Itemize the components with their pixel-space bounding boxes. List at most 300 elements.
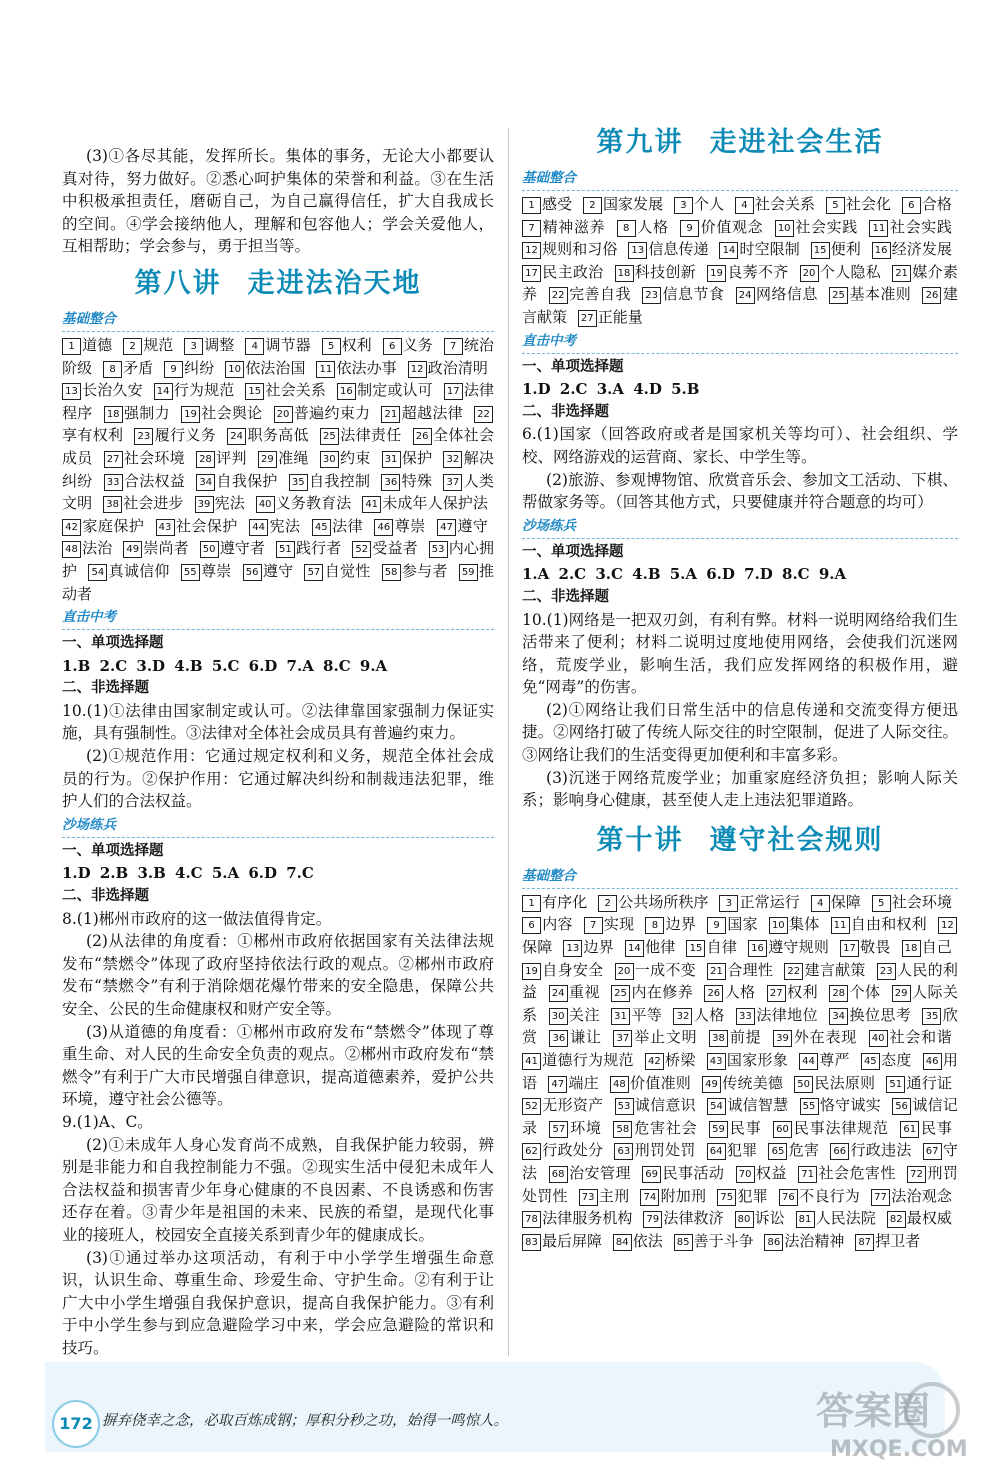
item-number: 6 [383,338,402,355]
answer-paragraph: (2)从法律的角度看：①郴州市政府依据国家有关法律法规发布“禁燃令”体现了政府坚持依法行政的观点。②郴州市政府发布“禁燃令”有利于消除烟花爆竹带来的安全隐患，保障公共安全、公民的生命健康权和财产安全等。 [62,932,494,1018]
lecture-number: 第八讲 [134,267,222,299]
keyword: 法律地位 [755,1005,818,1024]
item-number: 5 [322,338,341,355]
item-number: 10 [775,220,794,237]
item-number: 8 [645,917,664,934]
item-number: 4 [735,197,754,214]
answer-paragraph: (2)①规范作用：它通过规定权利和义务，规范全体社会成员的行为。②保护作用：它通过解决纠纷和制裁违法犯罪，维护人们的合法权益。 [62,747,494,811]
keyword: 矛盾 [123,358,154,377]
keyword: 欣赏 [522,1005,958,1047]
item-number: 59 [459,564,478,581]
keyword: 边界 [665,915,697,934]
non-choice-heading: 二、非选择题 [62,888,149,905]
keyword: 诉讼 [754,1209,785,1228]
answer-paragraph: (3)①通过举办这项活动，有利于中小学学生增强生命意识，认识生命、尊重生命、珍爱生命、守护生命。②有利于让广大中小学生增强自我保护意识，提高自我保护能力。③有利于中小学生参与到应急避险学习中来，学会应急避险的常识和技巧。 [62,1248,494,1357]
item-number: 54 [707,1098,726,1115]
item-number: 15 [811,242,830,259]
keyword: 公共场所秩序 [618,892,709,911]
item-number: 29 [258,451,277,468]
keyword: 评判 [215,448,247,467]
item-number: 23 [134,428,153,445]
keyword: 合格 [921,195,952,213]
keyword: 依法治国 [245,358,306,377]
choice-answers: 1.D 2.B 3.B 4.C 5.A 6.D 7.C [62,864,314,883]
item-number: 29 [892,985,911,1002]
keyword: 社会实践 [889,217,952,236]
item-number: 50 [794,1076,813,1093]
keyword: 家庭保护 [82,516,145,535]
item-number: 59 [709,1121,728,1138]
item-number: 36 [549,1030,568,1047]
item-number: 13 [563,940,582,957]
keyword: 人民法院 [815,1209,876,1228]
item-number: 42 [645,1053,664,1070]
item-number: 8 [103,361,122,378]
item-number: 14 [625,940,644,957]
keyword: 用语 [522,1051,958,1092]
keyword: 特殊 [401,471,433,490]
item-number: 73 [579,1189,598,1206]
keyword: 自身安全 [542,960,604,979]
item-number: 2 [598,895,617,912]
keyword: 最权威 [906,1209,952,1228]
item-number: 2 [583,197,602,214]
keyword: 主刑 [598,1186,630,1205]
item-number: 65 [768,1143,787,1160]
keyword-list-9 [522,193,958,329]
keyword: 社会环境 [123,448,185,467]
item-number: 41 [362,496,381,513]
item-number: 19 [707,265,726,282]
item-number: 39 [195,496,214,513]
item-number: 44 [249,519,268,536]
single-choice-heading: 一、单项选择题 [522,358,624,375]
keyword: 社会和谐 [888,1028,952,1047]
keyword: 科技创新 [634,262,696,281]
keyword: 长治久安 [82,381,143,400]
section-basic: 基础整合 [62,307,494,332]
item-number: 47 [437,519,456,536]
keyword: 举止文明 [633,1028,698,1047]
keyword: 社会危害性 [818,1163,896,1182]
item-number: 9 [707,917,726,934]
keyword: 法律救济 [663,1209,724,1228]
keyword: 社会化 [845,195,892,213]
keyword: 实现 [603,915,635,934]
section-zhongkao: 直击中考 [522,329,958,354]
item-number: 35 [922,1008,941,1025]
item-number: 3 [184,338,203,355]
keyword: 犯罪 [726,1141,758,1160]
keyword: 最后屏障 [542,1231,603,1250]
item-number: 26 [413,428,432,445]
item-number: 37 [443,474,462,491]
keyword: 行政处分 [542,1141,604,1160]
lecture-9-title [522,120,958,166]
item-number: 16 [337,383,356,400]
item-number: 7 [444,338,463,355]
item-number: 18 [902,940,921,957]
keyword: 平等 [631,1005,663,1024]
item-number: 33 [736,1008,755,1025]
keyword: 遵守者 [219,539,266,558]
watermark-logo [812,1374,970,1464]
item-number: 23 [877,963,896,980]
keyword: 社会进步 [123,494,184,513]
item-number: 25 [829,287,848,304]
item-number: 2 [123,338,142,355]
answer-paragraph: (2)①网络让我们日常生活中的信息传递和交流变得方便迅捷。②网络打破了传统人际交往的时空限制，促进了人际交往。③网络让我们的生活变得更加便利和丰富多彩。 [522,700,958,765]
keyword: 重视 [568,983,600,1002]
section-basic: 基础整合 [522,166,958,191]
item-number: 50 [200,541,219,558]
item-number: 13 [62,383,81,400]
non-choice-answers [62,908,494,1360]
answer-paragraph: (2)旅游、参观博物馆、欣赏音乐会、参加文工活动、下棋、帮做家务等。（回答其他方式，只要健康并符合题意的均可） [522,470,958,512]
item-number: 82 [887,1211,906,1228]
keyword: 自律 [706,938,738,957]
item-number: 15 [245,383,264,400]
keyword: 民事 [729,1118,762,1137]
item-number: 4 [811,895,830,912]
item-number: 3 [719,895,738,912]
item-number: 14 [154,383,173,400]
keyword: 保护 [401,448,433,467]
keyword: 价值观念 [700,217,764,236]
keyword: 正常运行 [739,892,800,911]
item-number: 87 [855,1234,874,1251]
non-choice-heading: 二、非选择题 [62,680,149,697]
item-number: 70 [736,1166,755,1183]
item-number: 35 [289,474,308,491]
item-number: 8 [617,220,636,237]
non-choice-heading: 二、非选择题 [522,588,609,605]
item-number: 53 [615,1098,634,1115]
keyword: 通行证 [906,1073,952,1092]
item-number: 47 [548,1076,567,1093]
keyword: 态度 [880,1051,912,1069]
keyword: 规则和习俗 [542,240,618,259]
keyword: 内心拥护 [62,539,494,580]
item-number: 17 [444,383,463,400]
keyword: 纠纷 [184,358,215,377]
item-number: 68 [549,1166,568,1183]
item-number: 80 [735,1211,754,1228]
keyword: 恪守诚实 [819,1096,881,1115]
item-number: 1 [62,338,81,355]
item-number: 28 [196,451,215,468]
keyword: 民事 [920,1118,952,1137]
item-number: 11 [869,220,888,237]
item-number: 23 [642,287,661,304]
item-number: 27 [767,985,786,1002]
item-number: 72 [907,1166,926,1183]
lecture-number: 第十讲 [596,824,684,856]
keyword: 人格 [636,217,669,236]
keyword: 人际关系 [522,983,958,1024]
item-number: 1 [522,197,541,214]
item-number: 24 [736,287,755,304]
item-number: 55 [181,564,200,581]
keyword: 依法办事 [336,358,397,377]
non-choice-answers [62,700,494,813]
keyword: 网络信息 [755,285,818,304]
item-number: 40 [256,496,275,513]
keyword: 社会保护 [175,516,238,535]
keyword: 他律 [644,938,676,957]
keyword: 刑罚处罚性 [522,1163,958,1205]
keyword: 遵守 [456,516,488,535]
keyword: 敬畏 [859,938,891,957]
item-number: 54 [88,564,107,581]
choice-answers: 1.A 2.C 3.C 4.B 5.A 6.D 7.D 8.C 9.A [522,565,847,584]
item-number: 24 [227,428,246,445]
keyword: 自己 [921,938,952,957]
footer-band [45,1362,945,1452]
lecture-name: 走进法治天地 [247,267,422,299]
keyword: 履行义务 [154,426,217,445]
non-choice-heading: 二、非选择题 [522,403,609,420]
keyword: 建言献策 [522,285,958,326]
keyword: 政治清明 [427,358,488,377]
keyword: 良莠不齐 [727,262,789,281]
keyword: 诚信智慧 [727,1096,789,1115]
item-number: 78 [522,1211,541,1228]
item-number: 31 [611,1008,630,1025]
keyword: 行为规范 [173,381,235,400]
item-number: 43 [707,1053,726,1070]
keyword: 不良行为 [798,1186,861,1205]
item-number: 49 [702,1076,721,1093]
keyword: 规范 [143,335,174,354]
item-number: 46 [923,1053,942,1070]
keyword: 制定或认可 [356,381,433,400]
keyword: 个体 [849,983,881,1002]
keyword: 真诚信仰 [108,561,170,580]
keyword: 保障 [522,938,553,957]
keyword: 民主政治 [542,262,604,281]
keyword: 时空限制 [739,240,800,259]
keyword: 刑罚处罚 [634,1141,696,1160]
answer-paragraph: (3)①各尽其能，发挥所长。集体的事务，无论大小都要认真对待，努力做好。②悉心呵护集体的荣誉和利益。③在生活中积极承担责任，磨砺自己，为自己赢得信任，扩大自我成长的空间。④学会接纳他人，理解和包容他人；学会关爱他人，互相帮助；学会参与，勇于担当等。 [62,147,494,256]
keyword: 准绳 [277,448,309,467]
lecture-number: 第九讲 [596,127,684,158]
keyword: 保障 [830,892,861,911]
section-practice: 沙场练兵 [522,514,958,539]
keyword: 正能量 [597,307,643,326]
keyword: 集体 [788,915,820,934]
keyword: 法律程序 [62,381,494,422]
keyword: 法律责任 [339,426,402,445]
keyword: 传统美德 [722,1073,784,1092]
item-number: 69 [642,1166,661,1183]
keyword: 民法原则 [814,1073,876,1092]
single-choice-heading: 一、单项选择题 [62,635,164,652]
item-number: 84 [613,1234,632,1251]
item-number: 27 [104,451,123,468]
keyword: 捍卫者 [875,1231,921,1250]
answer-paragraph: (3)从道德的角度看：①郴州市政府发布“禁燃令”体现了尊重生命、对人民的生命安全负责的观点。②郴州市政府发布“禁燃令”有利于广大市民增强自律意识，提高道德素养，爱护公共环境，遵守社会公德等。 [62,1022,494,1109]
keyword: 法治观念 [891,1186,952,1205]
keyword: 外在表现 [793,1028,858,1047]
keyword: 参与者 [401,561,448,580]
item-number: 62 [522,1143,541,1160]
column-divider [508,128,509,1356]
keyword: 国家 [727,915,758,934]
keyword: 端庄 [568,1073,599,1092]
keyword: 附加刑 [660,1186,707,1205]
item-number: 64 [707,1143,726,1160]
item-number: 45 [312,519,331,536]
item-number: 15 [686,940,705,957]
item-number: 25 [611,985,630,1002]
item-number: 14 [719,242,738,259]
item-number: 40 [869,1030,888,1047]
item-number: 20 [615,963,634,980]
keyword: 国家形象 [726,1051,788,1069]
item-number: 71 [798,1166,817,1183]
keyword: 社会关系 [754,195,816,213]
item-number: 21 [381,406,400,423]
page-number: 172 [52,1400,100,1448]
item-number: 16 [872,242,891,259]
item-number: 33 [104,474,123,491]
keyword: 民事法律规范 [793,1118,889,1137]
item-number: 37 [613,1030,632,1047]
answer-paragraph: 6.(1)国家（回答政府或者是国家机关等均可）、社会组织、学校、网络游戏的运营商、家长、中学生等。 [522,425,958,466]
item-number: 57 [549,1121,568,1138]
item-number: 32 [443,451,462,468]
single-choice-heading: 一、单项选择题 [62,842,164,859]
non-choice-answers [522,423,958,513]
item-number: 46 [374,519,393,536]
item-number: 11 [316,361,335,378]
watermark-site: MXQE.COM [830,1437,968,1462]
keyword: 权利 [786,983,818,1002]
keyword: 信息节食 [662,285,725,304]
item-number: 13 [628,242,647,259]
item-number: 42 [62,519,81,536]
keyword: 前提 [729,1028,762,1047]
keyword: 社会关系 [265,381,326,400]
item-number: 63 [614,1143,633,1160]
keyword: 精神滋养 [542,217,606,236]
keyword: 约束 [339,448,371,467]
item-number: 77 [871,1189,890,1206]
item-number: 19 [522,963,541,980]
item-number: 83 [522,1234,541,1251]
answer-paragraph: 10.(1)网络是一把双刃剑，有利有弊。材料一说明网络给我们生活带来了便利；材料二说明过度地使用网络，会使我们沉迷网络，荒废学业，影响生活，我们应发挥网络的积极作用，避免“网毒”的伤害。 [522,610,958,697]
item-number: 10 [225,361,244,378]
keyword: 内容 [542,915,573,934]
item-number: 49 [123,541,142,558]
item-number: 12 [522,242,541,259]
item-number: 7 [584,917,603,934]
item-number: 43 [156,519,175,536]
item-number: 12 [938,917,957,934]
answer-paragraph: 9.(1)A、C。 [62,1112,153,1131]
item-number: 26 [922,287,941,304]
answer-paragraph: 8.(1)郴州市政府的这一做法值得肯定。 [62,909,332,928]
keyword: 便利 [830,240,861,259]
keyword: 道德行为规范 [542,1051,634,1069]
choice-answers: 1.B 2.C 3.D 4.B 5.C 6.D 7.A 8.C 9.A [62,656,388,675]
keyword: 治安管理 [568,1163,631,1182]
item-number: 20 [274,406,293,423]
keyword: 信息传递 [648,240,709,259]
keyword: 义务 [402,335,433,354]
keyword: 有序化 [542,892,588,911]
keyword: 行政违法 [850,1141,912,1160]
item-number: 67 [923,1143,942,1160]
keyword-list-10 [522,891,958,1253]
item-number: 79 [643,1211,662,1228]
keyword: 感受 [542,195,573,213]
keyword: 普遍约束力 [293,403,371,422]
keyword: 个人 [693,195,725,213]
keyword: 尊崇 [200,561,232,580]
item-number: 53 [429,541,448,558]
answer-paragraph: (3)沉迷于网络荒废学业；加重家庭经济负担；影响人际关系；影响身心健康，甚至使人走上违法犯罪道路。 [522,768,958,810]
keyword: 自我保护 [216,471,278,490]
keyword: 谦让 [569,1028,602,1047]
item-number: 10 [769,917,788,934]
keyword: 法律 [331,516,364,535]
keyword: 守法 [522,1141,958,1182]
answer-paragraph: (2)①未成年人身心发育尚不成熟，自我保护能力较弱，辨别是非能力和自我控制能力不强。②现实生活中侵犯未成年人合法权益和损害青少年身心健康的不良因素、不良诱惑和伤害还存在着。③青少年是祖国的未来、民族的希望，是现代化事业的接班人，校园安全直接关系到青少年的健康成长。 [62,1135,494,1244]
item-number: 3 [674,197,693,214]
item-number: 41 [522,1053,541,1070]
item-number: 85 [674,1234,693,1251]
item-number: 28 [829,985,848,1002]
keyword: 社会舆论 [200,403,263,422]
item-number: 22 [474,406,493,423]
keyword: 遵守 [262,561,294,580]
keyword: 受益者 [372,539,418,558]
item-number: 7 [522,220,541,237]
item-number: 6 [902,197,921,214]
keyword: 依法 [632,1231,663,1250]
item-number: 24 [549,985,568,1002]
section-practice: 沙场练兵 [62,813,494,838]
keyword: 法治 [82,539,113,558]
keyword: 边界 [583,938,614,957]
keyword: 职务高低 [247,426,309,445]
item-number: 21 [892,265,911,282]
keyword: 超越法律 [401,403,463,422]
keyword: 践行者 [295,539,342,558]
item-number: 16 [748,940,767,957]
item-number: 75 [717,1189,736,1206]
keyword: 基本准则 [849,285,912,304]
watermark-text: 答案圈 [816,1389,931,1433]
item-number: 18 [615,265,634,282]
item-number: 18 [104,406,123,423]
keyword: 未成年人保护法 [382,494,488,513]
footer-motto: 摒弃侥幸之念，必取百炼成钢；厚积分秒之功，始得一鸣惊人。 [102,1413,508,1429]
keyword: 人格 [693,1005,725,1024]
item-number: 51 [886,1076,905,1093]
item-number: 76 [779,1189,798,1206]
keyword: 建言献策 [804,960,866,979]
item-number: 26 [704,985,723,1002]
keyword: 全体社会成员 [62,426,494,467]
keyword: 个人隐私 [819,262,881,281]
item-number: 86 [764,1234,783,1251]
item-number: 4 [245,338,264,355]
lecture-10-title [522,818,958,864]
keyword-list-8 [62,334,494,605]
